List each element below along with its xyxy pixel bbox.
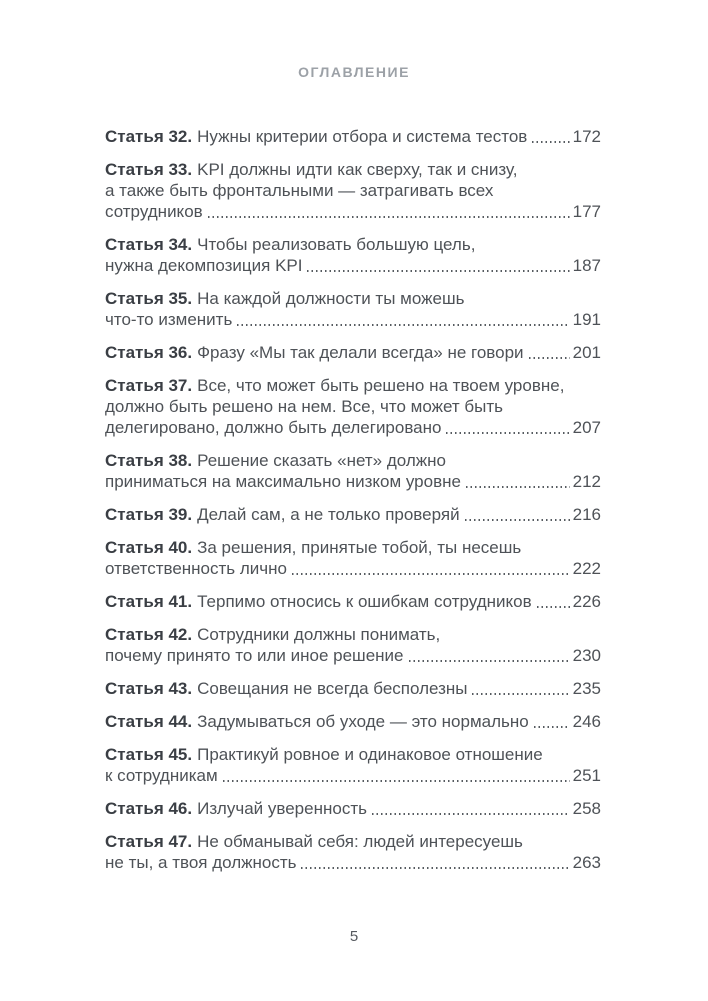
entry-text: Не обманывай себя: людей интересуешь bbox=[197, 832, 523, 851]
toc-entry bbox=[105, 678, 601, 699]
entry-text: не ты, а твоя должность bbox=[105, 853, 297, 872]
toc-entry-line bbox=[105, 417, 601, 438]
toc-entry-line bbox=[105, 396, 601, 417]
dot-leader bbox=[292, 573, 570, 575]
entry-text: почему принято то или иное решение bbox=[105, 646, 404, 665]
entry-label: Статья 35. bbox=[105, 289, 193, 308]
toc-entry bbox=[105, 504, 601, 525]
toc-entry-line bbox=[105, 450, 601, 471]
entry-text: ответственность лично bbox=[105, 559, 287, 578]
entry-text: Сотрудники должны понимать, bbox=[197, 625, 441, 644]
entry-label: Статья 37. bbox=[105, 376, 193, 395]
dot-leader bbox=[372, 813, 570, 815]
toc-entry-line bbox=[105, 234, 601, 255]
toc-entry-line bbox=[105, 624, 601, 645]
toc-entry-line bbox=[105, 180, 601, 201]
dot-leader bbox=[307, 270, 569, 272]
dot-leader bbox=[465, 519, 570, 521]
toc-entry bbox=[105, 711, 601, 732]
dot-leader bbox=[472, 693, 569, 695]
toc-entry-line bbox=[105, 711, 601, 732]
entry-page-number: 222 bbox=[572, 559, 601, 578]
entry-page-number: 251 bbox=[572, 766, 601, 785]
dot-leader bbox=[532, 141, 569, 143]
toc-entry-line bbox=[105, 342, 601, 363]
toc-entry-line bbox=[105, 591, 601, 612]
toc-entry-line bbox=[105, 126, 601, 147]
toc-entry-line bbox=[105, 504, 601, 525]
entry-text: На каждой должности ты можешь bbox=[197, 289, 465, 308]
entry-text: Фразу «Мы так делали всегда» не говори bbox=[197, 343, 524, 362]
toc-entry bbox=[105, 288, 601, 330]
dot-leader bbox=[223, 780, 570, 782]
toc-entry-line bbox=[105, 558, 601, 579]
toc-entry bbox=[105, 450, 601, 492]
dot-leader bbox=[301, 867, 569, 869]
entry-label: Статья 44. bbox=[105, 712, 193, 731]
toc-entry-line bbox=[105, 201, 601, 222]
entry-text: нужна декомпозиция KPI bbox=[105, 256, 303, 275]
toc-entry bbox=[105, 126, 601, 147]
entry-page-number: 191 bbox=[572, 310, 601, 329]
entry-text: Терпимо относись к ошибкам сотрудников bbox=[197, 592, 532, 611]
toc-entry bbox=[105, 744, 601, 786]
toc-entry-line bbox=[105, 288, 601, 309]
toc-entry bbox=[105, 342, 601, 363]
entry-label: Статья 33. bbox=[105, 160, 193, 179]
dot-leader bbox=[409, 660, 570, 662]
entry-page-number: 177 bbox=[572, 202, 601, 221]
entry-label: Статья 46. bbox=[105, 799, 193, 818]
toc-entry-line bbox=[105, 159, 601, 180]
toc-entry-line bbox=[105, 255, 601, 276]
entry-text: Решение сказать «нет» должно bbox=[197, 451, 446, 470]
entry-text: что-то изменить bbox=[105, 310, 233, 329]
dot-leader bbox=[446, 432, 569, 434]
entry-text: делегировано, должно быть делегировано bbox=[105, 418, 442, 437]
entry-page-number: 216 bbox=[572, 505, 601, 524]
toc-entry bbox=[105, 234, 601, 276]
toc-entry-line bbox=[105, 537, 601, 558]
entry-label: Статья 39. bbox=[105, 505, 193, 524]
entry-text: Чтобы реализовать большую цель, bbox=[197, 235, 476, 254]
entry-text: Совещания не всегда бесполезны bbox=[197, 679, 468, 698]
dot-leader bbox=[237, 324, 569, 326]
entry-page-number: 207 bbox=[572, 418, 601, 437]
entry-page-number: 212 bbox=[572, 472, 601, 491]
entry-label: Статья 41. bbox=[105, 592, 193, 611]
toc-entry-line bbox=[105, 831, 601, 852]
entry-page-number: 258 bbox=[572, 799, 601, 818]
entry-text: KPI должны идти как сверху, так и снизу, bbox=[197, 160, 518, 179]
entry-text: к сотрудникам bbox=[105, 766, 218, 785]
entry-label: Статья 34. bbox=[105, 235, 193, 254]
entry-label: Статья 42. bbox=[105, 625, 193, 644]
entry-text: Излучай уверенность bbox=[197, 799, 367, 818]
entry-label: Статья 40. bbox=[105, 538, 193, 557]
entry-text: приниматься на максимально низком уровне bbox=[105, 472, 461, 491]
entry-page-number: 201 bbox=[572, 343, 601, 362]
toc-entry bbox=[105, 624, 601, 666]
dot-leader bbox=[537, 606, 570, 608]
toc-entry bbox=[105, 375, 601, 438]
entry-text: Нужны критерии отбора и система тестов bbox=[197, 127, 528, 146]
entry-page-number: 263 bbox=[572, 853, 601, 872]
entry-label: Статья 47. bbox=[105, 832, 193, 851]
entry-text: Практикуй ровное и одинаковое отношение bbox=[197, 745, 543, 764]
footer-page-number: 5 bbox=[349, 928, 359, 945]
toc-entry-line bbox=[105, 678, 601, 699]
dot-leader bbox=[208, 216, 570, 218]
entry-page-number: 230 bbox=[572, 646, 601, 665]
entry-text: а также быть фронтальными — затрагивать всех bbox=[105, 181, 494, 200]
toc-entry-line bbox=[105, 309, 601, 330]
dot-leader bbox=[529, 357, 570, 359]
dot-leader bbox=[466, 486, 570, 488]
entry-label: Статья 36. bbox=[105, 343, 193, 362]
entry-text: должно быть решено на нем. Все, что может быть bbox=[105, 397, 503, 416]
entry-label: Статья 45. bbox=[105, 745, 193, 764]
entry-page-number: 235 bbox=[572, 679, 601, 698]
toc-entry bbox=[105, 798, 601, 819]
entry-page-number: 246 bbox=[572, 712, 601, 731]
entry-page-number: 187 bbox=[572, 256, 601, 275]
dot-leader bbox=[534, 726, 570, 728]
entry-label: Статья 32. bbox=[105, 127, 193, 146]
toc-entry-line bbox=[105, 852, 601, 873]
entry-text: За решения, принятые тобой, ты несешь bbox=[197, 538, 522, 557]
toc-entry bbox=[105, 831, 601, 873]
toc-entry bbox=[105, 159, 601, 222]
toc-list bbox=[105, 126, 601, 885]
toc-entry-line bbox=[105, 765, 601, 786]
toc-entry-line bbox=[105, 471, 601, 492]
entry-text: Задумываться об уходе — это нормально bbox=[197, 712, 529, 731]
toc-entry-line bbox=[105, 645, 601, 666]
entry-label: Статья 38. bbox=[105, 451, 193, 470]
page-title: ОГЛАВЛЕНИЕ bbox=[298, 64, 410, 80]
entry-text: Все, что может быть решено на твоем уровне, bbox=[197, 376, 565, 395]
toc-entry-line bbox=[105, 744, 601, 765]
toc-entry-line bbox=[105, 375, 601, 396]
toc-entry bbox=[105, 537, 601, 579]
toc-entry bbox=[105, 591, 601, 612]
entry-text: сотрудников bbox=[105, 202, 203, 221]
entry-text: Делай сам, а не только проверяй bbox=[197, 505, 460, 524]
entry-page-number: 172 bbox=[572, 127, 601, 146]
toc-entry-line bbox=[105, 798, 601, 819]
entry-label: Статья 43. bbox=[105, 679, 193, 698]
entry-page-number: 226 bbox=[572, 592, 601, 611]
